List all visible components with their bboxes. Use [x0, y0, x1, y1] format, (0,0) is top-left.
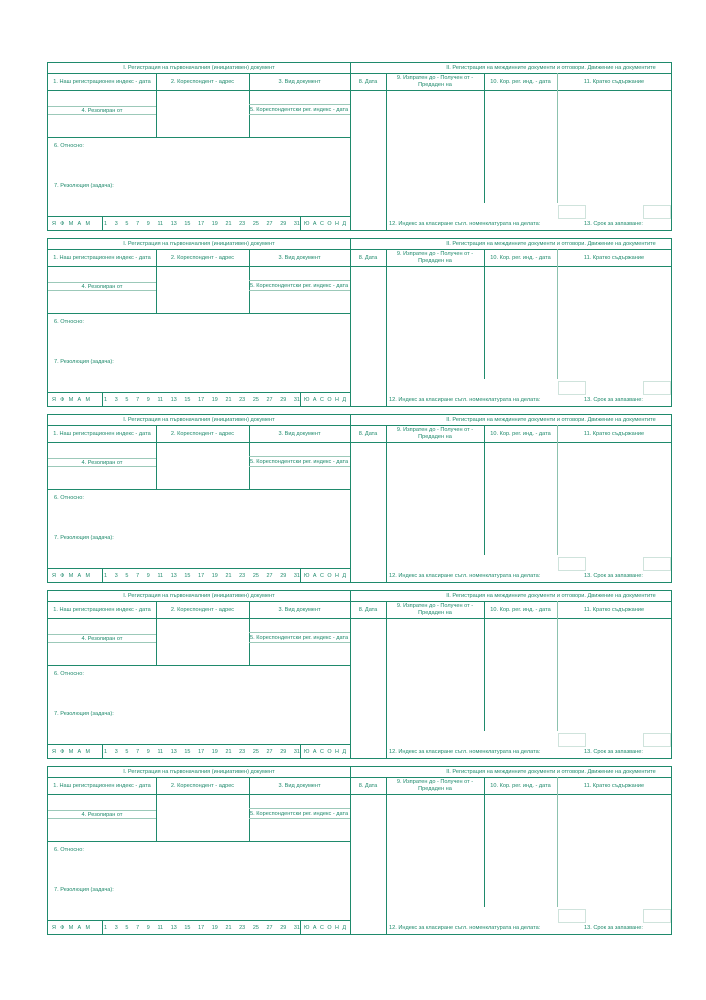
- months-first-half: [52, 573, 90, 579]
- calendar-mark: 11: [157, 397, 164, 403]
- calendar-mark: 15: [184, 925, 191, 931]
- field-3-label: 3. Вид документ: [278, 783, 321, 789]
- section-2-title: II. Регистрация на междинните документи и отговори. Движение на документите: [446, 65, 656, 71]
- calendar-mark: Д: [342, 573, 346, 579]
- months-second-half: [304, 221, 346, 227]
- calendar-mark: С: [319, 397, 324, 403]
- field-12-label: 12. Индекс за класиране съгл. номенклатурата на делата:: [389, 397, 541, 403]
- calendar-mark: 11: [157, 573, 164, 579]
- calendar-mark: 1: [104, 925, 107, 931]
- section-1-title: I. Регистрация на първоначалния (инициативен) документ: [123, 593, 275, 599]
- calendar-mark: 9: [146, 221, 150, 227]
- calendar-mark: Ю: [304, 749, 310, 755]
- field-11-label: 11. Кратко съдържание: [583, 431, 645, 437]
- calendar-mark: М: [85, 749, 90, 755]
- field-11-label: 11. Кратко съдържание: [583, 783, 645, 789]
- calendar-mark: 11: [157, 749, 164, 755]
- field-7-label: 7. Резолюция (задача):: [54, 535, 114, 541]
- field-12-label: 12. Индекс за класиране съгл. номенклатурата на делата:: [389, 925, 541, 931]
- registration-card: [47, 590, 672, 759]
- calendar-mark: 19: [211, 573, 218, 579]
- field-9-label-a: 9. Изпратен до - Получен от -: [396, 251, 474, 257]
- calendar-mark: М: [68, 925, 74, 931]
- calendar-mark: 19: [211, 221, 218, 227]
- retention-box[interactable]: [643, 733, 671, 747]
- calendar-mark: 31: [293, 221, 300, 227]
- field-3-label: 3. Вид документ: [278, 431, 321, 437]
- calendar-mark: 27: [266, 749, 273, 755]
- field-10-label: 10. Кор. рег. инд. - дата: [490, 431, 551, 437]
- field-4-label: 4. Резолиран от: [81, 636, 123, 642]
- calendar-mark: 27: [266, 925, 273, 931]
- calendar-mark: 25: [252, 397, 259, 403]
- day-numbers: [104, 573, 300, 579]
- field-4-label: 4. Резолиран от: [81, 108, 123, 114]
- calendar-mark: 1: [104, 397, 107, 403]
- retention-box[interactable]: [643, 909, 671, 923]
- calendar-mark: 21: [225, 925, 232, 931]
- calendar-mark: С: [319, 221, 324, 227]
- calendar-mark: 3: [114, 221, 118, 227]
- section-2-title: II. Регистрация на междинните документи и отговори. Движение на документите: [446, 593, 656, 599]
- field-3-label: 3. Вид документ: [278, 607, 321, 613]
- calendar-mark: О: [327, 925, 332, 931]
- field-8-label: 8. Дата: [358, 255, 378, 261]
- field-12-label: 12. Индекс за класиране съгл. номенклатурата на делата:: [389, 749, 541, 755]
- calendar-mark: 5: [125, 397, 129, 403]
- calendar-mark: А: [77, 573, 82, 579]
- day-numbers: [104, 397, 300, 403]
- calendar-mark: 3: [114, 573, 118, 579]
- field-1-label: 1. Наш регистрационен индекс - дата: [53, 79, 151, 85]
- calendar-mark: С: [319, 749, 324, 755]
- field-11-label: 11. Кратко съдържание: [583, 255, 645, 261]
- registration-card: [47, 766, 672, 935]
- calendar-mark: А: [312, 221, 317, 227]
- field-11-label: 11. Кратко съдържание: [583, 607, 645, 613]
- calendar-mark: 25: [252, 925, 259, 931]
- section-1-title: I. Регистрация на първоначалния (инициативен) документ: [123, 769, 275, 775]
- field-3-label: 3. Вид документ: [278, 255, 321, 261]
- calendar-mark: С: [319, 925, 324, 931]
- calendar-mark: М: [68, 749, 74, 755]
- calendar-mark: 21: [225, 573, 232, 579]
- index-box[interactable]: [558, 909, 586, 923]
- months-first-half: [52, 925, 90, 931]
- calendar-mark: 3: [114, 397, 118, 403]
- calendar-mark: 29: [280, 925, 287, 931]
- calendar-mark: Д: [342, 925, 346, 931]
- months-first-half: [52, 397, 90, 403]
- section-1-title: I. Регистрация на първоначалния (инициативен) документ: [123, 65, 275, 71]
- field-2-label: 2. Кореспондент - адрес: [170, 431, 235, 437]
- calendar-mark: М: [85, 573, 90, 579]
- calendar-mark: Ф: [60, 397, 65, 403]
- calendar-mark: 17: [198, 397, 205, 403]
- calendar-mark: 13: [170, 573, 177, 579]
- field-10-label: 10. Кор. рег. инд. - дата: [490, 255, 551, 261]
- calendar-mark: А: [77, 749, 82, 755]
- calendar-mark: О: [327, 573, 332, 579]
- field-7-label: 7. Резолюция (задача):: [54, 183, 114, 189]
- field-9-label-b: Предаден на: [418, 82, 452, 88]
- index-box[interactable]: [558, 557, 586, 571]
- field-6-label: 6. Относно:: [54, 319, 84, 325]
- field-6-label: 6. Относно:: [54, 847, 84, 853]
- field-13-label: 13. Срок за запазване:: [584, 397, 643, 403]
- calendar-mark: 21: [225, 749, 232, 755]
- field-1-label: 1. Наш регистрационен индекс - дата: [53, 431, 151, 437]
- field-10-label: 10. Кор. рег. инд. - дата: [490, 79, 551, 85]
- calendar-mark: 5: [125, 573, 129, 579]
- calendar-mark: 1: [104, 221, 107, 227]
- calendar-mark: Ф: [60, 749, 65, 755]
- field-3-label: 3. Вид документ: [278, 79, 321, 85]
- calendar-mark: 21: [225, 221, 232, 227]
- calendar-mark: Я: [52, 749, 56, 755]
- calendar-mark: Ф: [60, 925, 65, 931]
- field-4-label: 4. Резолиран от: [81, 460, 123, 466]
- calendar-mark: 7: [136, 397, 140, 403]
- day-numbers: [104, 221, 300, 227]
- calendar-mark: 19: [211, 397, 218, 403]
- calendar-mark: 17: [198, 749, 205, 755]
- calendar-mark: М: [68, 397, 74, 403]
- calendar-mark: Н: [334, 749, 339, 755]
- calendar-mark: Ю: [304, 221, 310, 227]
- calendar-mark: 23: [239, 221, 246, 227]
- calendar-mark: Н: [334, 925, 339, 931]
- calendar-mark: 7: [136, 573, 140, 579]
- calendar-mark: А: [77, 221, 82, 227]
- section-1-title: I. Регистрация на първоначалния (инициативен) документ: [123, 417, 275, 423]
- calendar-mark: 13: [170, 221, 177, 227]
- field-8-label: 8. Дата: [358, 79, 378, 85]
- section-1-title: I. Регистрация на първоначалния (инициативен) документ: [123, 241, 275, 247]
- calendar-mark: 27: [266, 221, 273, 227]
- day-numbers: [104, 925, 300, 931]
- calendar-mark: 13: [170, 925, 177, 931]
- calendar-mark: М: [85, 925, 90, 931]
- calendar-mark: О: [327, 397, 332, 403]
- field-13-label: 13. Срок за запазване:: [584, 221, 643, 227]
- calendar-mark: 31: [293, 397, 300, 403]
- calendar-mark: Я: [52, 397, 56, 403]
- field-13-label: 13. Срок за запазване:: [584, 573, 643, 579]
- field-12-label: 12. Индекс за класиране съгл. номенклатурата на делата:: [389, 221, 541, 227]
- calendar-mark: 19: [211, 749, 218, 755]
- calendar-mark: Ю: [304, 925, 310, 931]
- calendar-mark: Н: [334, 397, 339, 403]
- field-12-label: 12. Индекс за класиране съгл. номенклатурата на делата:: [389, 573, 541, 579]
- calendar-mark: 31: [293, 749, 300, 755]
- field-5-label: 5. Кореспондентски рег. индекс - дата: [250, 635, 349, 641]
- field-11-label: 11. Кратко съдържание: [583, 79, 645, 85]
- field-9-label-a: 9. Изпратен до - Получен от -: [396, 779, 474, 785]
- calendar-mark: 11: [157, 221, 164, 227]
- calendar-mark: М: [85, 397, 90, 403]
- calendar-mark: Ф: [60, 573, 65, 579]
- calendar-mark: 23: [239, 925, 246, 931]
- field-6-label: 6. Относно:: [54, 495, 84, 501]
- calendar-mark: 15: [184, 221, 191, 227]
- calendar-mark: Я: [52, 221, 56, 227]
- field-9-label-a: 9. Изпратен до - Получен от -: [396, 427, 474, 433]
- field-4-label: 4. Резолиран от: [81, 284, 123, 290]
- index-box[interactable]: [558, 733, 586, 747]
- field-7-label: 7. Резолюция (задача):: [54, 887, 114, 893]
- months-second-half: [304, 749, 346, 755]
- field-2-label: 2. Кореспондент - адрес: [170, 783, 235, 789]
- field-9-label-b: Предаден на: [418, 434, 452, 440]
- field-5-label: 5. Кореспондентски рег. индекс - дата: [250, 283, 349, 289]
- calendar-mark: 9: [146, 749, 150, 755]
- retention-box[interactable]: [643, 381, 671, 395]
- calendar-mark: Н: [334, 221, 339, 227]
- field-5-label: 5. Кореспондентски рег. индекс - дата: [250, 459, 349, 465]
- calendar-mark: 25: [252, 573, 259, 579]
- calendar-mark: Ю: [304, 397, 310, 403]
- day-numbers: [104, 749, 300, 755]
- calendar-mark: О: [327, 749, 332, 755]
- calendar-mark: 9: [146, 925, 150, 931]
- calendar-mark: 23: [239, 749, 246, 755]
- section-2-title: II. Регистрация на междинните документи и отговори. Движение на документите: [446, 417, 656, 423]
- section-2-title: II. Регистрация на междинните документи и отговори. Движение на документите: [446, 769, 656, 775]
- calendar-mark: 15: [184, 397, 191, 403]
- field-5-label: 5. Кореспондентски рег. индекс - дата: [250, 811, 349, 817]
- calendar-mark: Н: [334, 573, 339, 579]
- calendar-mark: 31: [293, 925, 300, 931]
- calendar-mark: 3: [114, 925, 118, 931]
- field-9-label-b: Предаден на: [418, 258, 452, 264]
- field-9-label-b: Предаден на: [418, 786, 452, 792]
- calendar-mark: А: [312, 925, 317, 931]
- field-1-label: 1. Наш регистрационен индекс - дата: [53, 783, 151, 789]
- calendar-mark: 5: [125, 749, 129, 755]
- calendar-mark: 15: [184, 749, 191, 755]
- section-2-title: II. Регистрация на междинните документи и отговори. Движение на документите: [446, 241, 656, 247]
- calendar-mark: 1: [104, 573, 107, 579]
- calendar-mark: М: [68, 573, 74, 579]
- index-box[interactable]: [558, 381, 586, 395]
- months-first-half: [52, 221, 90, 227]
- months-second-half: [304, 397, 346, 403]
- calendar-mark: Д: [342, 749, 346, 755]
- calendar-mark: 27: [266, 397, 273, 403]
- calendar-mark: 7: [136, 925, 140, 931]
- calendar-mark: 29: [280, 749, 287, 755]
- field-13-label: 13. Срок за запазване:: [584, 749, 643, 755]
- months-second-half: [304, 925, 346, 931]
- calendar-mark: 23: [239, 397, 246, 403]
- calendar-mark: А: [77, 397, 82, 403]
- calendar-mark: 11: [157, 925, 164, 931]
- calendar-mark: 13: [170, 397, 177, 403]
- calendar-mark: 29: [280, 397, 287, 403]
- months-second-half: [304, 573, 346, 579]
- calendar-mark: 25: [252, 749, 259, 755]
- calendar-mark: 7: [136, 749, 140, 755]
- field-10-label: 10. Кор. рег. инд. - дата: [490, 607, 551, 613]
- calendar-mark: 23: [239, 573, 246, 579]
- calendar-mark: Ю: [304, 573, 310, 579]
- field-9-label-b: Предаден на: [418, 610, 452, 616]
- calendar-mark: А: [312, 397, 317, 403]
- calendar-mark: Ф: [60, 221, 65, 227]
- calendar-mark: 17: [198, 221, 205, 227]
- calendar-mark: Д: [342, 397, 346, 403]
- field-9-label-a: 9. Изпратен до - Получен от -: [396, 603, 474, 609]
- field-2-label: 2. Кореспондент - адрес: [170, 79, 235, 85]
- field-2-label: 2. Кореспондент - адрес: [170, 607, 235, 613]
- field-1-label: 1. Наш регистрационен индекс - дата: [53, 255, 151, 261]
- calendar-mark: А: [312, 573, 317, 579]
- calendar-mark: 21: [225, 397, 232, 403]
- field-6-label: 6. Относно:: [54, 671, 84, 677]
- calendar-mark: 3: [114, 749, 118, 755]
- field-4-label: 4. Резолиран от: [81, 812, 123, 818]
- field-6-label: 6. Относно:: [54, 143, 84, 149]
- index-box[interactable]: [558, 205, 586, 219]
- calendar-mark: 9: [146, 573, 150, 579]
- calendar-mark: 17: [198, 573, 205, 579]
- calendar-mark: А: [312, 749, 317, 755]
- calendar-mark: 1: [104, 749, 107, 755]
- calendar-mark: А: [77, 925, 82, 931]
- calendar-mark: 19: [211, 925, 218, 931]
- field-8-label: 8. Дата: [358, 431, 378, 437]
- field-7-label: 7. Резолюция (задача):: [54, 359, 114, 365]
- calendar-mark: Д: [342, 221, 346, 227]
- calendar-mark: Я: [52, 925, 56, 931]
- months-first-half: [52, 749, 90, 755]
- field-2-label: 2. Кореспондент - адрес: [170, 255, 235, 261]
- field-7-label: 7. Резолюция (задача):: [54, 711, 114, 717]
- registration-card: [47, 238, 672, 407]
- calendar-mark: 5: [125, 925, 129, 931]
- field-5-label: 5. Кореспондентски рег. индекс - дата: [250, 107, 349, 113]
- calendar-mark: С: [319, 573, 324, 579]
- calendar-mark: 9: [146, 397, 150, 403]
- registration-card: [47, 62, 672, 231]
- calendar-mark: 31: [293, 573, 300, 579]
- calendar-mark: 17: [198, 925, 205, 931]
- calendar-mark: Я: [52, 573, 56, 579]
- registration-card: [47, 414, 672, 583]
- calendar-mark: 13: [170, 749, 177, 755]
- calendar-mark: 27: [266, 573, 273, 579]
- retention-box[interactable]: [643, 557, 671, 571]
- calendar-mark: О: [327, 221, 332, 227]
- field-9-label-a: 9. Изпратен до - Получен от -: [396, 75, 474, 81]
- field-10-label: 10. Кор. рег. инд. - дата: [490, 783, 551, 789]
- field-1-label: 1. Наш регистрационен индекс - дата: [53, 607, 151, 613]
- calendar-mark: 29: [280, 221, 287, 227]
- calendar-mark: 25: [252, 221, 259, 227]
- calendar-mark: М: [85, 221, 90, 227]
- field-13-label: 13. Срок за запазване:: [584, 925, 643, 931]
- calendar-mark: М: [68, 221, 74, 227]
- field-8-label: 8. Дата: [358, 607, 378, 613]
- calendar-mark: 29: [280, 573, 287, 579]
- calendar-mark: 7: [136, 221, 140, 227]
- calendar-mark: 15: [184, 573, 191, 579]
- calendar-mark: 5: [125, 221, 129, 227]
- field-8-label: 8. Дата: [358, 783, 378, 789]
- retention-box[interactable]: [643, 205, 671, 219]
